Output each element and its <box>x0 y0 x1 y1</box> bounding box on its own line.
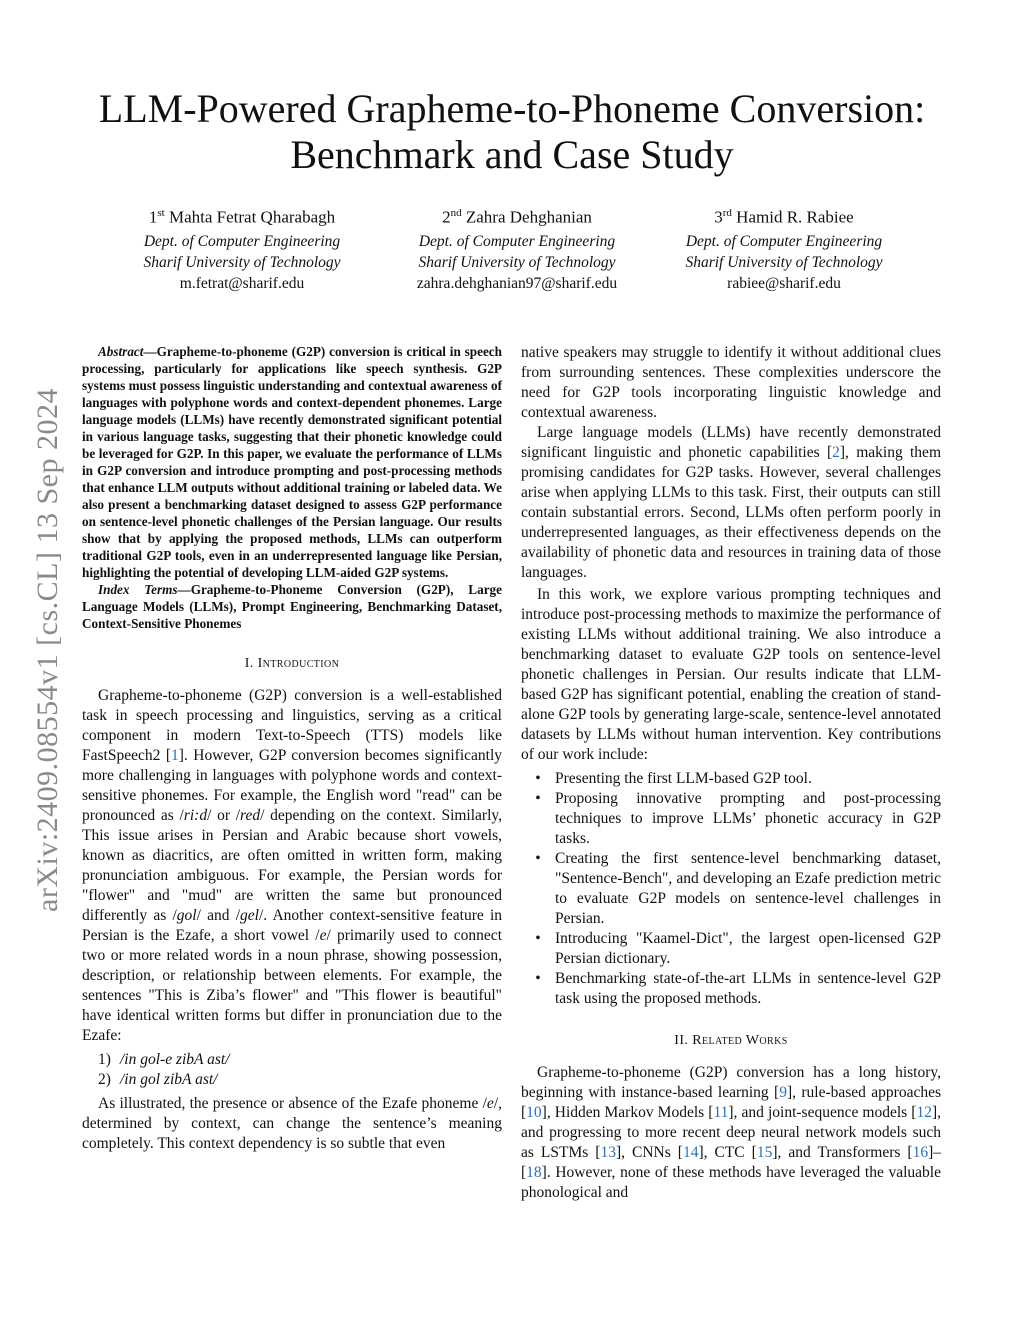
text-run: ], making them promising candidates for G2P tasks. However, several challenges arise when applying LLMs to this task. First, their outputs can still contain substantial errors. Second, LLMs often perform poorly in underrepresented languages, as their effectiveness depends on the availability of phonetic data and resources in training data of those languages. <box>521 444 941 581</box>
citation-link[interactable]: 2 <box>832 444 840 461</box>
section-heading-introduction <box>82 654 502 674</box>
list-text: /in gol zibA ast/ <box>120 1071 218 1088</box>
section-title: Related Works <box>692 1033 788 1048</box>
text-run: / depending on the context. Similarly, This issue arises in Persian and Arabic because short vowels, known as diacritics, are often omitted in written form, making pronunciation ambiguous. For example, the Persian words for "flower" and "mud" are written the same but pronounced differently as / <box>82 807 503 924</box>
author-ordinal-suffix: rd <box>722 207 732 219</box>
author-university: Sharif University of Technology <box>143 253 341 271</box>
citation-link[interactable]: 10 <box>526 1104 542 1121</box>
author-block-2 <box>377 202 657 294</box>
text-run: / or / <box>207 807 241 824</box>
text-run: ], CNNs [ <box>615 1144 683 1161</box>
phoneme: gel <box>240 907 259 924</box>
author-name-line <box>644 202 924 229</box>
bullet-icon: • <box>535 930 541 947</box>
list-item <box>521 789 941 849</box>
index-terms <box>82 581 502 632</box>
author-dept: Dept. of Computer Engineering <box>685 232 883 250</box>
citation-link[interactable]: 15 <box>756 1144 773 1161</box>
phoneme: red <box>240 807 261 824</box>
bullet-icon: • <box>535 850 541 867</box>
citation-link[interactable]: 11 <box>713 1104 729 1121</box>
arxiv-id-text: arXiv:2409.08554v1 [cs.CL] 13 Sep 2024 <box>31 388 65 912</box>
text-run: / and / <box>196 907 241 924</box>
text-run: ]. However, none of these methods have leveraged the valuable phonological and <box>521 1164 941 1201</box>
author-university: Sharif University of Technology <box>418 253 616 271</box>
title-line-2: Benchmark and Case Study <box>290 132 734 177</box>
author-university: Sharif University of Technology <box>685 253 883 271</box>
intro-paragraph-2 <box>82 1094 502 1154</box>
bullet-text: Presenting the first LLM-based G2P tool. <box>555 770 812 787</box>
author-ordinal-suffix: st <box>157 207 165 219</box>
author-name: Hamid R. Rabiee <box>736 207 854 227</box>
phoneme: gol <box>176 907 197 924</box>
list-item <box>521 929 941 969</box>
citation-link[interactable]: 16 <box>912 1144 929 1161</box>
index-terms-text: —Grapheme-to-Phoneme Conversion (G2P), Large Language Models (LLMs), Prompt Engineering, Benchmarking Dataset, Context-Sensitive Phonemes <box>82 582 502 631</box>
text-run: /, determined by context, can change the sentence’s meaning completely. This context dependency is so subtle that even <box>82 1095 502 1152</box>
text-run: ], and Transformers [ <box>772 1144 913 1161</box>
intro-paragraph-4: In this work, we explore various prompting techniques and introduce post-processing methods to maximize the performance of existing LLMs without additional training. We also introduce a benchmarking dataset to evaluate G2P tools on sentence-level phonetic challenges in Persian. Our results indicate that LLM-based G2P has significant potential, enabling the creation of stand-alone G2P tools by generating large-scale, sentence-level annotated datasets by LLMs without human intervention. Key contributions of our work include: <box>521 586 941 763</box>
author-name: Mahta Fetrat Qharabagh <box>168 207 336 227</box>
author-email: rabiee@sharif.edu <box>727 274 841 292</box>
bullet-icon: • <box>535 790 541 807</box>
text-run: Large language models (LLMs) have recently demonstrated significant linguistic and phonetic capabilities [ <box>521 424 941 461</box>
intro-paragraph-2-continued: native speakers may struggle to identify it without additional clues from surrounding sentences. These complexities underscore the need for G2P tools incorporating linguistic knowledge and contextual awareness. <box>521 344 941 421</box>
list-text: /in gol-e zibA ast/ <box>120 1051 230 1068</box>
author-name-line <box>377 202 657 229</box>
abstract-text: —Grapheme-to-phoneme (G2P) conversion is critical in speech processing, particularly for applications like speech synthesis. G2P systems must possess linguistic understanding and contextual awareness of languages with polyphone words and context-dependent phonemes. Large language models (LLMs) have recently demonstrated significant potential in various language tasks, suggesting that their phonetic knowledge could be leveraged for G2P. In this paper, we evaluate the performance of LLMs in G2P conversion and introduce prompting and post-processing methods that enhance LLM outputs without additional training or labeled data. We also present a benchmarking dataset designed to assess G2P performance on sentence-level phonetic challenges of the Persian language. Our results show that by applying the proposed methods, LLMs can outperform traditional G2P tools, even in an underrepresented language like Persian, highlighting the potential of developing LLM-aided G2P systems. <box>82 344 502 580</box>
section-title: Introduction <box>257 656 340 671</box>
author-ordinal: 3 <box>714 207 723 227</box>
citation-link[interactable]: 13 <box>600 1144 616 1161</box>
text-run: ], and progressing to more recent deep neural network models such as LSTMs [ <box>521 1104 942 1161</box>
list-item <box>521 969 941 1009</box>
author-email: m.fetrat@sharif.edu <box>179 274 305 292</box>
citation-link[interactable]: 12 <box>916 1104 932 1121</box>
text-run: ]. However, G2P conversion becomes significantly more challenging in languages with polyphone words and context-sensitive phonemes. For example, the English word "read" can be pronounced as / <box>82 747 502 824</box>
phoneme: e <box>319 927 327 944</box>
bullet-text: Creating the first sentence-level benchmarking dataset, "Sentence-Bench", and developing an Ezafe prediction metric to evaluate G2P models on sentence-level challenges in Persian. <box>555 850 941 927</box>
text-run: ], Hidden Markov Models [ <box>541 1104 714 1121</box>
citation-link[interactable]: 1 <box>171 747 179 764</box>
text-run: /. Another context-sensitive feature in Persian is the Ezafe, a short vowel / <box>82 907 503 944</box>
right-column <box>521 343 941 1205</box>
list-item <box>521 849 941 929</box>
author-block-3 <box>644 202 924 294</box>
citation-link[interactable]: 14 <box>682 1144 699 1161</box>
related-works-paragraph <box>521 1063 941 1203</box>
section-number: I. <box>244 656 254 671</box>
author-ordinal: 2 <box>442 207 451 227</box>
title-line-1: LLM-Powered Grapheme-to-Phoneme Conversion: <box>98 86 926 131</box>
list-number: 1) <box>98 1051 111 1068</box>
author-ordinal: 1 <box>148 207 158 227</box>
author-ordinal-suffix: nd <box>450 207 462 219</box>
text-run: ], CTC [ <box>698 1144 757 1161</box>
contributions-list <box>521 769 941 1009</box>
abstract-label: Abstract <box>98 344 144 359</box>
text-run: ], and joint-sequence models [ <box>728 1104 917 1121</box>
ezafe-example-list <box>98 1050 502 1090</box>
intro-paragraph-3 <box>521 423 941 583</box>
left-column <box>82 343 502 1156</box>
author-dept: Dept. of Computer Engineering <box>418 232 616 250</box>
bullet-text: Introducing "Kaamel-Dict", the largest open-licensed G2P Persian dictionary. <box>555 930 941 967</box>
author-block-1 <box>102 202 382 294</box>
author-dept: Dept. of Computer Engineering <box>143 232 341 250</box>
arxiv-side-label <box>32 350 64 950</box>
citation-link[interactable]: 9 <box>779 1084 787 1101</box>
author-name: Zahra Dehghanian <box>465 207 592 227</box>
text-run: / primarily used to connect two or more related words in a noun phrase, showing possession, description, or relationship between elements. For example, the sentences "This is Ziba’s flower" and "This flower is beautiful" have identical written forms but differ in pronunciation due to the Ezafe: <box>82 927 502 1044</box>
text-run: As illustrated, the presence or absence of the Ezafe phoneme / <box>98 1095 487 1112</box>
text-run: ], rule-based approaches [ <box>521 1084 941 1121</box>
phoneme: e <box>486 1095 494 1112</box>
citation-link[interactable]: 18 <box>526 1164 542 1181</box>
abstract <box>82 343 502 581</box>
section-heading-related-works <box>521 1031 941 1051</box>
index-terms-label: Index Terms <box>98 582 178 597</box>
list-item <box>98 1050 502 1070</box>
bullet-icon: • <box>535 970 541 987</box>
text-run: ]–[ <box>521 1144 942 1181</box>
bullet-icon: • <box>535 770 541 787</box>
intro-paragraph-1 <box>82 686 502 1046</box>
bullet-text: Proposing innovative prompting and post-processing techniques to improve LLMs’ phonetic accuracy in G2P tasks. <box>555 790 941 847</box>
section-number: II. <box>674 1033 689 1048</box>
list-item <box>98 1070 502 1090</box>
phoneme: ri:d <box>183 807 208 824</box>
list-item <box>521 769 941 789</box>
bullet-text: Benchmarking state-of-the-art LLMs in sentence-level G2P task using the proposed methods. <box>555 970 941 1007</box>
author-name-line <box>102 202 382 229</box>
list-number: 2) <box>98 1071 111 1088</box>
paper-title <box>0 86 1024 178</box>
text-run: Grapheme-to-phoneme (G2P) conversion is a well-established task in speech processing and linguistics, serving as a critical component in modern Text-to-Speech (TTS) models like FastSpeech2 [ <box>82 687 502 764</box>
text-run: Grapheme-to-phoneme (G2P) conversion has a long history, beginning with instance-based learning [ <box>521 1064 941 1101</box>
author-email: zahra.dehghanian97@sharif.edu <box>416 274 618 292</box>
